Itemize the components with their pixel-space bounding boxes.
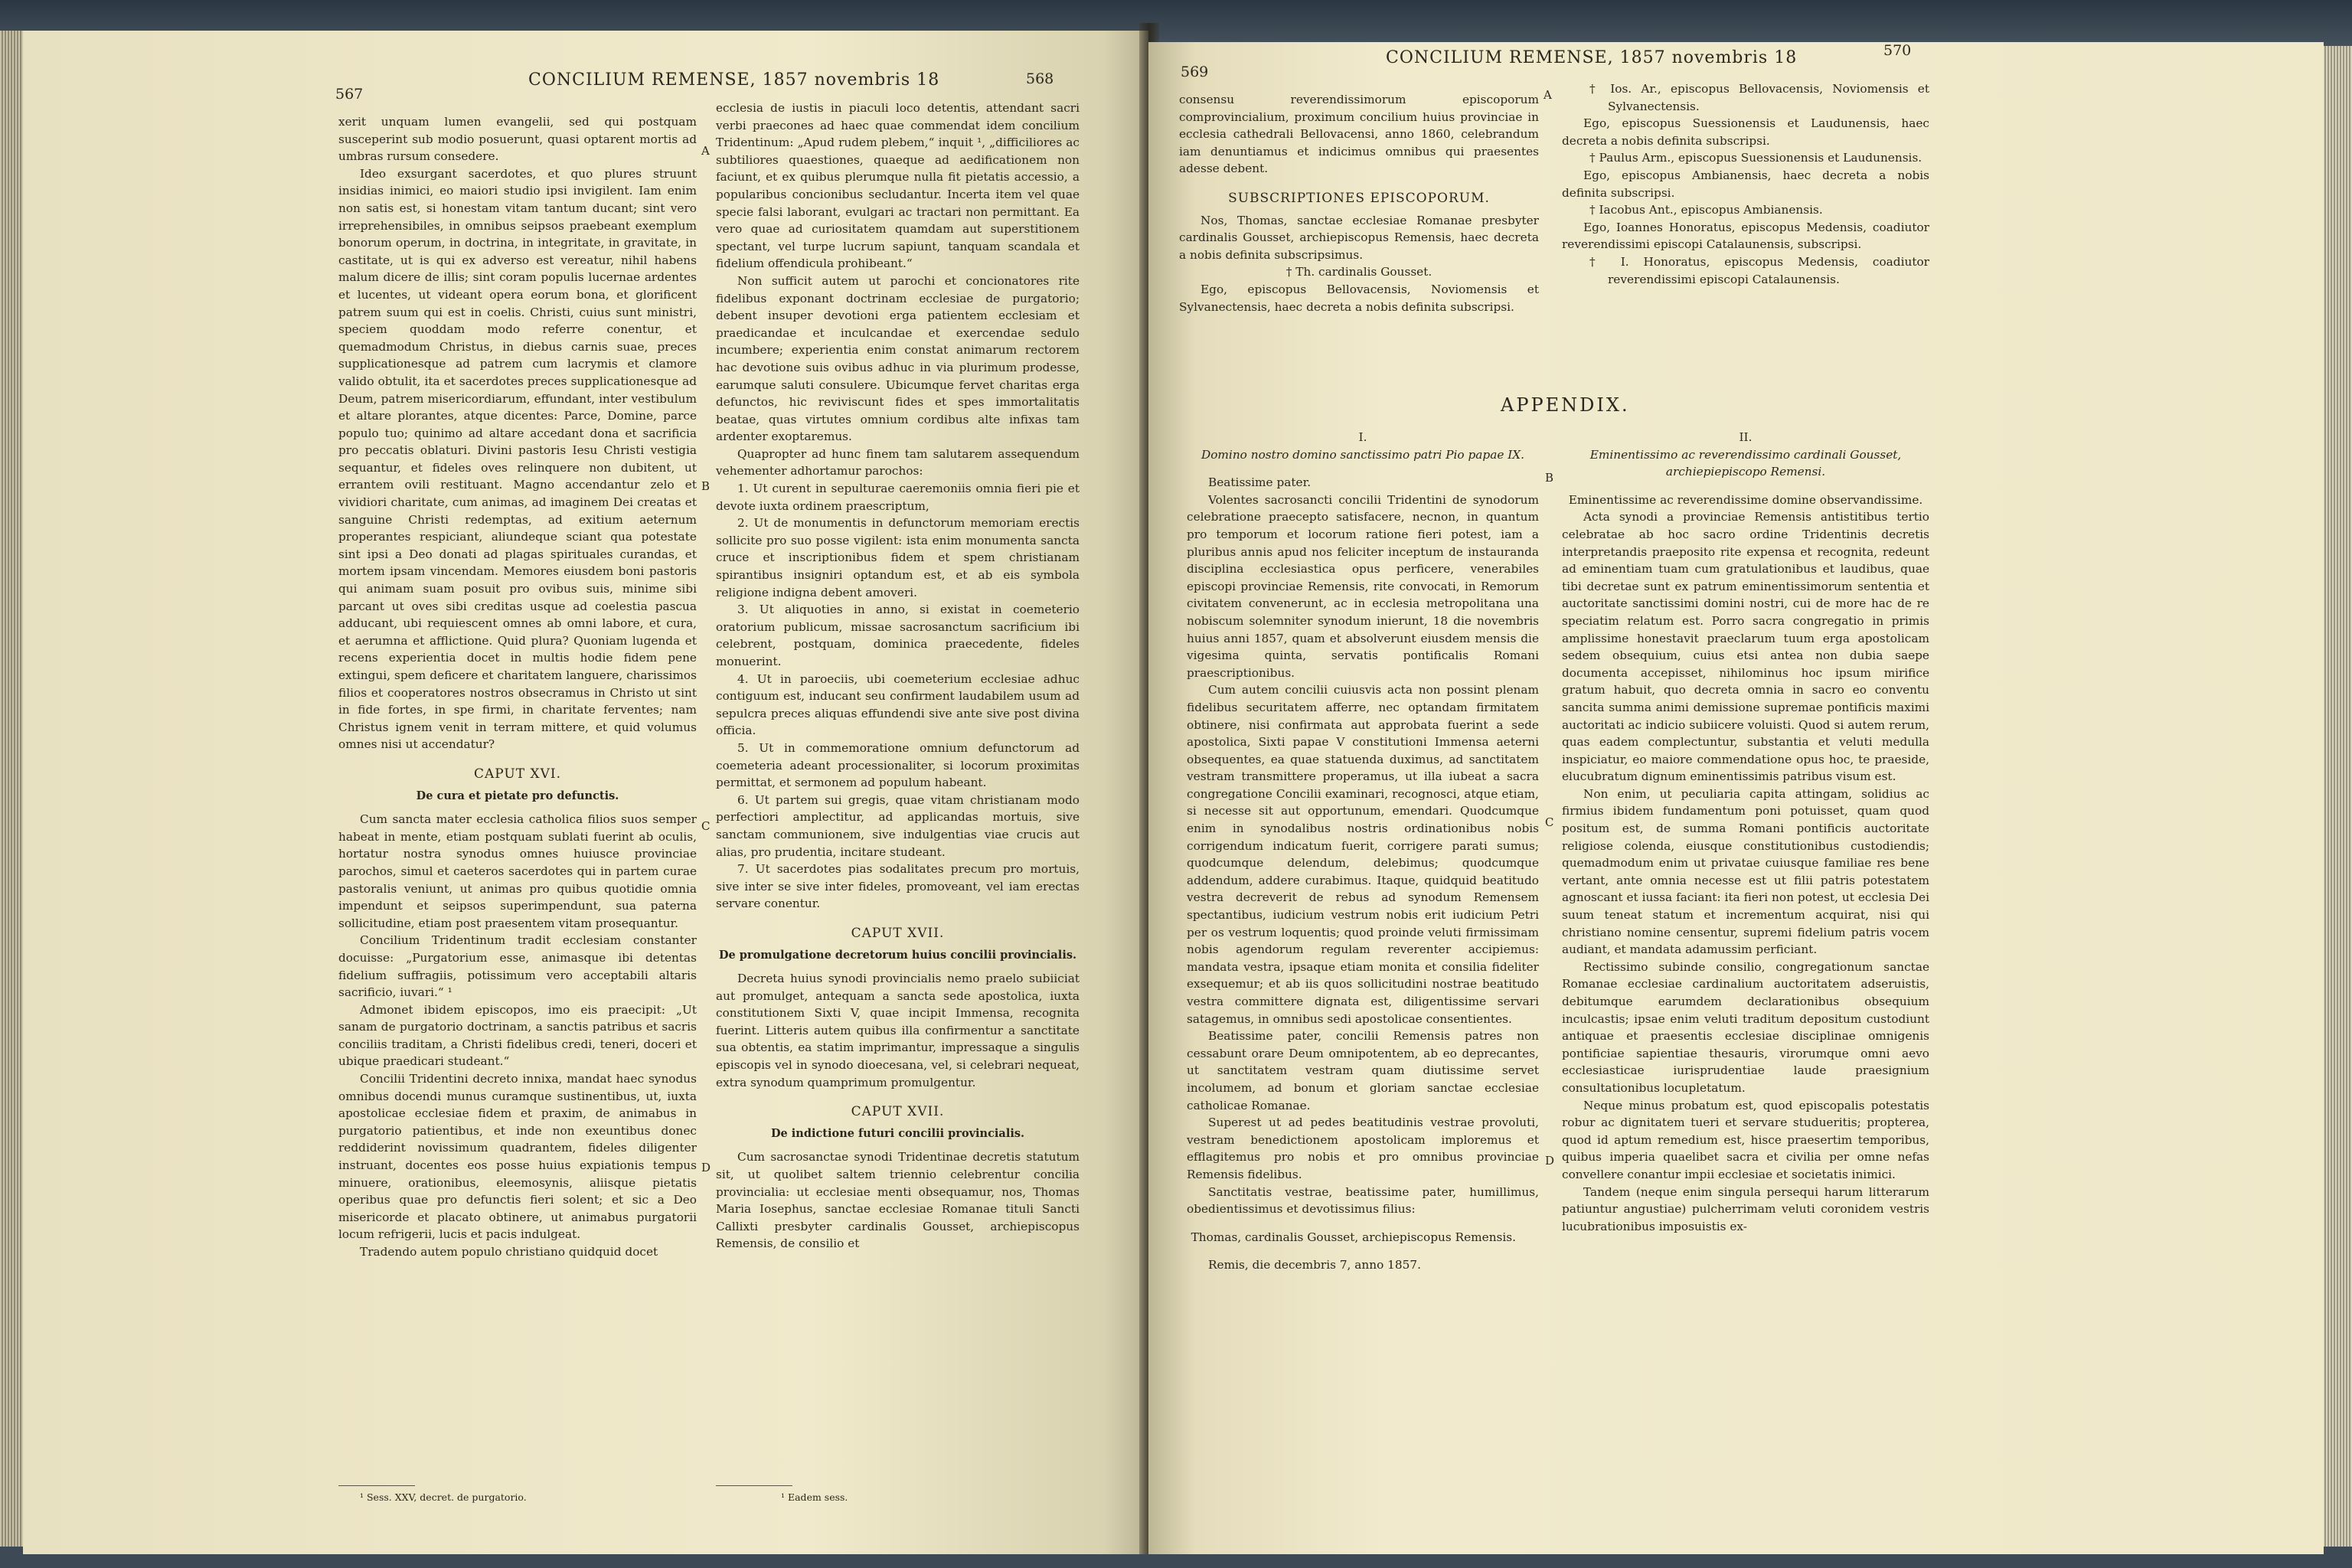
paragraph: Beatissime pater, concilii Remensis patres non cessabunt orare Deum omnipotentem, ab eo deprecantes, ut sanctitatem vestram quam diutissime servet incolumem, ad bonum et gloriam sanctae ecclesiae catholicae Romanae.	[1187, 1029, 1539, 1112]
paragraph: Decreta huius synodi provincialis nemo praelo subiiciat aut promulget, antequam a sancta sede apostolica, iuxta constitutionem Sixti V, quae incipit Immensa, recognita fuerint. Litteris autem quibus illa confirmentur a sanctitate sua obtentis, ea statim imprimantur, impressaque a singulis episcopis vel in synodo dioecesana, vel, si celebrari nequeat, extra synodum quamprimum promulgentur.	[716, 972, 1080, 1089]
letter-heading: Eminentissimo ac reverendissimo cardinali Gousset, archiepiepiscopo Remensi.	[1589, 447, 1902, 479]
subscriptions-column-2	[1562, 80, 1929, 417]
salutation: Eminentissime ac reverendissime domine observandissime.	[1568, 492, 1923, 507]
left-page	[23, 31, 1148, 1554]
paragraph: Concilii Tridentini decreto innixa, mandat haec synodus omnibus docendi munus curamque sustinentibus, ut, iuxta apostolicae ecclesiae fidem et praxim, de animabus in purgatorio patientibus, et inde non exeuntibus donec reddiderint novissimum quadrantem, fideles diligenter instruant, docentes eos posse huius expiationis tempus minuere, orationibus, eleemosynis, aliisque pietatis operibus quae pro defunctis fieri solent; et sic a Deo misericorde et placato obtinere, ut animabus purgatorii locum refrigerii, lucis et pacis indulgeat.	[338, 1072, 697, 1242]
paragraph: Tradendo autem populo christiano quidquid docet	[360, 1245, 658, 1259]
chapter-subheading: De indictione futuri concilii provincialis.	[770, 1126, 1025, 1140]
letter-number: I.	[1358, 430, 1367, 444]
paragraph: Concilium Tridentinum tradit ecclesiam constanter docuisse: „Purgatorium esse, animasque ibi detentas fidelium suffragiis, potissimum vero acceptabili altaris sacrificio, iuvari.“ ¹	[338, 933, 697, 1000]
margin-mark-d: D	[701, 1161, 711, 1174]
margin-mark-b: B	[701, 479, 710, 493]
paragraph: consensu reverendissimorum episcoporum comprovincialium, proximum concilium huius provinciae in ecclesia cathedrali Bellovacensi, anno 1860, celebrandum iam denuntiamus et indicimus omnibus qui praesentes adesse debent.	[1179, 93, 1539, 176]
list-item: 2. Ut de monumentis in defunctorum memoriam erectis sollicite pro suo posse vigilent: ista enim monumenta sancta cruce et inscriptionibus fidem et spem christianam spirantibus insigniri optandum est, et ab eis symbola religione indigna debent amoveri.	[716, 516, 1080, 599]
paragraph: Cum sancta mater ecclesia catholica filios suos semper habeat in mente, etiam postquam sublati fuerint ab oculis, hortatur nostra synodus omnes huiusce provinciae parochos, simul et caeteros sacerdotes qui in partem curae pastoralis veniunt, ut animas pro quibus quotidie omnia impendunt et seipsos superimpendunt, sua paterna sollicitudine, etiam post praesentem vitam prosequantur.	[338, 812, 697, 930]
paragraph: Ego, episcopus Bellovacensis, Noviomensis et Sylvanectensis, haec decreta a nobis definita subscripsi.	[1179, 282, 1539, 314]
signature: † Ios. Ar., episcopus Bellovacensis, Noviomensis et Sylvanectensis.	[1589, 82, 1929, 113]
right-page-edges	[2321, 46, 2352, 1547]
appendix-title: APPENDIX.	[1501, 394, 1630, 416]
page-number-567: 567	[335, 86, 364, 103]
letter-heading: Domino nostro domino sanctissimo patri Pio papae IX.	[1200, 447, 1525, 462]
header-date: 1857 novembris 18	[1619, 48, 1798, 67]
signature: Thomas, cardinalis Gousset, archiepiscopus Remensis.	[1191, 1230, 1516, 1244]
signature: † Iacobus Ant., episcopus Ambianensis.	[1589, 203, 1823, 217]
chapter-heading: CAPUT XVII.	[851, 925, 945, 941]
signature: † Paulus Arm., episcopus Suessionensis et Laudunensis.	[1589, 151, 1922, 165]
date-line: Remis, die decembris 7, anno 1857.	[1208, 1258, 1421, 1272]
header-date: 1857 novembris 18	[762, 70, 940, 90]
section-heading: SUBSCRIPTIONES EPISCOPORUM.	[1228, 190, 1490, 206]
footnote: ¹ Eadem sess.	[781, 1491, 848, 1503]
left-page-edges	[0, 31, 23, 1547]
paragraph: Cum autem concilii cuiusvis acta non possint plenam fidelibus securitatem afferre, nec optandam firmitatem obtinere, nisi confirmata aut approbata fuerint a sede apostolica, Sixti papae V constitutioni Immensa aeterni obsequentes, ea quae statuenda duximus, ad sanctitatem vestram transmittere properamus, ut illa iubeat a sacra congregatione Concilii examinari, recognosci, atque etiam, si necesse sit aut opportunum, emendari. Quodcumque enim in synodalibus nostris ordinationibus nobis corrigendum indicatum fuerit, corrigere parati sumus; quodcumque delendum, delebimus; quodcumque addendum, addere curabimus. Itaque, quidquid beatitudo vestra decreverit de rebus ad synodum Remensem spectantibus, iudicium vestrum nobis erit iudicium Petri per os vestrum loquentis; quod proinde veluti firmissimam nobis agendorum regulam reverenter accipiemus: mandata vestra, ipsaque etiam monita et consilia fideliter exsequemur; et ab iis quos sollicitudini nostrae beatitudo vestra committere dignata est, diligentissime servari satagemus, in omnibus sedi apostolicae consentientes.	[1187, 683, 1539, 1026]
paragraph: Nos, Thomas, sanctae ecclesiae Romanae presbyter cardinalis Gousset, archiepiscopus Remensis, haec decreta a nobis definita subscripsimus.	[1179, 213, 1539, 262]
footnote-rule	[338, 1485, 415, 1486]
footnote: ¹ Sess. XXV, decret. de purgatorio.	[360, 1491, 527, 1503]
chapter-subheading: De cura et pietate pro defunctis.	[416, 789, 619, 802]
list-item: 1. Ut curent in sepulturae caeremoniis omnia fieri pie et devote iuxta ordinem praescriptum,	[716, 482, 1080, 513]
margin-mark-d: D	[1545, 1154, 1555, 1168]
paragraph: ecclesia de iustis in piaculi loco detentis, attendant sacri verbi praecones ad haec quae commendat idem concilium Tridentinum: „Apud rudem plebem,“ inquit ¹, „difficiliores ac subtiliores quaestiones, quaeque ad aedificationem non faciunt, et ex quibus plerumque nulla fit pietatis accessio, a popularibus concionibus secludantur. Incerta item vel quae specie falsi laborant, evulgari ac tractari non permittant. Ea vero quae ad curiositatem quamdam aut superstitionem spectant, vel turpe lucrum sapiunt, tanquam scandala et fidelium offendicula prohibeant.“	[716, 101, 1080, 271]
list-item: 7. Ut sacerdotes pias sodalitates precum pro mortuis, sive inter se sive inter fideles, promoveant, vel iam erectas servare conentur.	[716, 862, 1080, 911]
footnote-rule	[716, 1485, 792, 1486]
margin-mark-a: A	[1544, 88, 1552, 102]
paragraph: Superest ut ad pedes beatitudinis vestrae provoluti, vestram benedictionem apostolicam imploremus et efflagitemus pro nobis et pro omnibus provinciae Remensis fidelibus.	[1187, 1116, 1539, 1181]
margin-mark-c: C	[1545, 815, 1554, 829]
page-number-570: 570	[1883, 42, 1912, 59]
left-page-column-1	[338, 113, 697, 1545]
margin-mark-c: C	[701, 819, 710, 833]
paragraph: Rectissimo subinde consilio, congregationum sanctae Romanae ecclesiae cardinalium auctoritatem adseruistis, debitumque earumdem declarationibus obsequium inculcastis; ipsae enim veluti traditum depositum custodiunt antiquae et praesentis ecclesiae disciplinae omnigenis pontificiae sapientiae thesauris, virorumque omni aevo ecclesiasticae iurisprudentiae laude praesignium consultationibus locupletatum.	[1562, 959, 1929, 1095]
paragraph: Admonet ibidem episcopos, imo eis praecipit: „Ut sanam de purgatorio doctrinam, a sanctis patribus et sacris conciliis traditam, a Christi fidelibus credi, teneri, doceri et ubique praedicari studeant.“	[338, 1002, 697, 1069]
paragraph: xerit unquam lumen evangelii, sed qui postquam susceperint sub modio posuerunt, quasi optarent mortis ad umbras rursum consedere.	[338, 115, 697, 164]
header-title: CONCILIUM REMENSE,	[1386, 48, 1614, 67]
chapter-subheading: De promulgatione decretorum huius concilii provincialis.	[718, 948, 1077, 962]
paragraph: Quapropter ad hunc finem tam salutarem assequendum vehementer adhortamur parochos:	[716, 446, 1080, 479]
paragraph: Ego, episcopus Suessionensis et Laudunensis, haec decreta a nobis definita subscripsi.	[1562, 116, 1929, 148]
right-page	[1148, 42, 2324, 1554]
paragraph: Acta synodi a provinciae Remensis antistitibus tertio celebratae ab hoc sacro ordine Tridentinis decretis interpretandis praeposito rite expensa et recognita, redeunt ad eminentiam tuam cum gratulationibus et laudibus, quae tibi decretae sunt ex patrum eminentissimorum sententia et auctoritate sanctissimi domini nostri, cui de more hac de re speciatim relatum est. Porro sacra congregatio in primis amplissime honestavit praeclarum tuum erga apostolicam sedem obsequium, cuius etsi antea non dubia saepe documenta accepisset, nihilominus hoc ipsum mirifice gratum habuit, quo decreta omnia in sacro eo conventu sancita summa animi demissione supremae pontificis maximi auctoritati ac indicio subiicere voluisti. Quod si autem rerum, quas eadem complectuntur, substantia et veluti medulla inspiciatur, eo maiore commendatione opus hoc, te praeside, elucubratum dignum eminentissimis patribus visum est.	[1562, 510, 1929, 784]
margin-mark-a: A	[701, 144, 710, 158]
paragraph: Neque minus probatum est, quod episcopalis potestatis robur ac dignitatem tueri et servare studueritis; propterea, quod id aptum remedium est, hisce praesertim temporibus, quibus imperia quaelibet sacra et civilia per omne nefas convellere conantur impii ecclesiae et societatis inimici.	[1562, 1098, 1929, 1181]
subscriptions-column-1	[1179, 91, 1539, 420]
paragraph: Ideo exsurgant sacerdotes, et quo plures struunt insidias inimici, eo maiori studio ipsi invigilent. Iam enim non satis est, si honestam vitam tantum ducant; sint vero irreprehensibiles, in omnibus seipsos praebeant exemplum bonorum operum, in doctrina, in integritate, in gravitate, in castitate, ut is qui ex adverso est vereatur, nihil habens malum dicere de illis; sint coram populis lucernae ardentes et lucentes, ut videant opera eorum bona, et glorificent patrem suum qui est in coelis. Christi, cuius sunt ministri, speciem quoddam modo referre conentur, et quemadmodum Christus, in diebus carnis suae, preces supplicationesque ad patrem cum lacrymis et clamore valido obtulit, ita et sacerdotes preces supplicationesque ad Deum, patrem misericordiarum, effundant, inter vestibulum et altare plorantes, atque dicentes: Parce, Domine, parce populo tuo; quinimo ad altare accedant dona et sacrificia pro peccatis oblaturi. Divini pastoris Iesu Christi vestigia sequantur, et fideles oves relinquere non dubitent, ut errantem ovili restituant. Magno accendantur zelo et vividiori charitate, cum animas, ad imaginem Dei creatas et sanguine Christi redemptas, ad exitium aeternum properantes respiciant, aliundeque sciant qua potestate sint ipsi a Deo donati ad plagas spirituales curandas, et mortem ipsam vincendam. Memores eiusdem boni pastoris qui animam suam posuit pro ovibus suis, minime sibi parcant ut oves sibi creditas usque ad coelestia pascua adducant, ubi requiescent omnes ab omni labore, et cura, et aerumna et afflictione. Quid plura? Quoniam lugenda et recens experientia docet in multis hodie fidem pene extingui, spem deficere et charitatem languere, charissimos filios et cooperatores nostros obsecramus in Christo ut sint in fide fortes, in spe firmi, in charitate ferventes; nam Christus ignem venit in terram mittere, et quid volumus omnes nisi ut accendatur?	[338, 166, 697, 752]
page-number-568: 568	[1026, 70, 1054, 87]
right-page-header	[1386, 48, 1797, 67]
paragraph: Sanctitatis vestrae, beatissime pater, humillimus, obedientissimus et devotissimus filius:	[1187, 1184, 1539, 1217]
list-item: 5. Ut in commemoratione omnium defunctorum ad coemeteria adeant processionaliter, si locorum proximitas permittat, et sermonem ad populum habeant.	[716, 740, 1080, 790]
paragraph: Non enim, ut peculiaria capita attingam, solidius ac firmius ibidem fundamentum poni potuisset, quam quod positum est, de summa Romani pontificis auctoritate religiose colenda, eiusque constitutionibus custodiendis; quemadmodum enim ut privatae cuiusque familiae res bene vertant, ante omnia necesse est ut filii patris potestatem agnoscant et iussa faciant: ita fieri non potest, ut ecclesia Dei suum teneat statum et incrementum acquirat, nisi qui christiano nomine censentur, supremi fidelium patris vocem audiant, et mandata adamussim perficiant.	[1562, 786, 1929, 957]
paragraph: Non sufficit autem ut parochi et concionatores rite fidelibus exponant doctrinam ecclesiae de purgatorio; debent insuper devotioni erga patientem ecclesiam et praedicandae et inculcandae et exercendae sedulo incumbere; experientia enim constat animarum rectorem hac devotione suis ovibus adhuc in via plurimum prodesse, earumque saluti consulere. Ubicumque fervet charitas erga defunctos, hic reviviscunt fides et spes immortalitatis beatae, quas virtutes omnium cordibus alte infixas tam ardenter exoptaremus.	[716, 273, 1080, 444]
margin-mark-b: B	[1545, 471, 1554, 485]
chapter-heading: CAPUT XVII.	[851, 1104, 945, 1120]
chapter-heading: CAPUT XVI.	[474, 766, 561, 782]
list-item: 6. Ut partem sui gregis, quae vitam christianam modo perfectiori amplectitur, ad applicandas mortuis, sive sanctam communionem, sive indulgentias viae crucis aut alias, pro prudentia, incitare studeant.	[716, 792, 1080, 859]
list-item: 4. Ut in paroeciis, ubi coemeterium ecclesiae adhuc contiguum est, inducant seu confirment laudabilem usum ad sepulcra preces aliquas effundendi sive ante sive post divina officia.	[716, 671, 1080, 738]
list-item: 3. Ut aliquoties in anno, si existat in coemeterio oratorium publicum, missae sacrosanctum sacrificium ibi celebrent, postquam, dominica praecedente, fideles monuerint.	[716, 603, 1080, 668]
header-title: CONCILIUM REMENSE,	[528, 70, 756, 90]
left-page-header	[528, 70, 939, 90]
paragraph: Cum sacrosanctae synodi Tridentinae decretis statutum sit, ut quolibet saltem triennio celebrentur concilia provincialia: ut ecclesiae menti obsequamur, nos, Thomas Maria Iosephus, sanctae ecclesiae Romanae tituli Sancti Callixti presbyter cardinalis Gousset, archiepiscopus Remensis, de consilio et	[716, 1150, 1080, 1251]
paragraph: Volentes sacrosancti concilii Tridentini de synodorum celebratione praecepto satisfacere, necnon, in quantum pro temporum et locorum ratione fieri potest, iam a pluribus annis apud nos feliciter inceptum de instauranda disciplina ecclesiastica opus perficere, venerabiles episcopi provinciae Remensis, rite convocati, in Remorum civitatem convenerunt, ac in ecclesia metropolitana una nobiscum solemniter synodum inierunt, 18 die novembris huius anni 1857, quam et absolverunt eiusdem mensis die vigesima quinta, servatis pontificalis Romani praescriptionibus.	[1187, 492, 1539, 680]
signature: † I. Honoratus, episcopus Medensis, coadiutor reverendissimi episcopi Catalaunensis.	[1589, 254, 1929, 286]
paragraph: Tandem (neque enim singula persequi harum litterarum patiuntur angustiae) pulcherrimam veluti coronidem vestris lucubrationibus imposuistis ex-	[1562, 1184, 1929, 1233]
left-page-column-2	[716, 100, 1080, 1470]
signature: † Th. cardinalis Gousset.	[1285, 265, 1432, 279]
paragraph: Ego, episcopus Ambianensis, haec decreta a nobis definita subscripsi.	[1562, 168, 1929, 200]
letter-number: II.	[1739, 430, 1753, 444]
paragraph: Ego, Ioannes Honoratus, episcopus Medensis, coadiutor reverendissimi episcopi Catalaunensis, subscripsi.	[1562, 220, 1929, 252]
salutation: Beatissime pater.	[1208, 475, 1312, 490]
appendix-column-1	[1187, 429, 1539, 1531]
appendix-column-2	[1562, 429, 1929, 1547]
page-number-569: 569	[1181, 64, 1209, 80]
